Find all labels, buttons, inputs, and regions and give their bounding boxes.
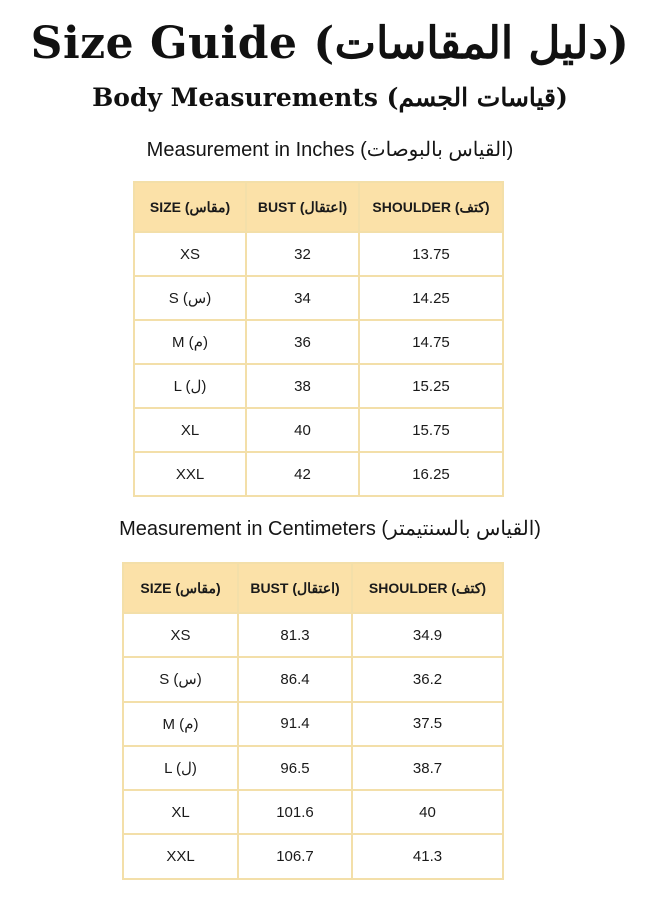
table-row xyxy=(134,364,503,408)
bust-cell: 40 xyxy=(246,408,359,452)
size-cell: XL xyxy=(134,408,246,452)
centimeters-size-table xyxy=(122,562,504,880)
table-header-row xyxy=(123,563,503,613)
size-cell: XXL xyxy=(123,834,238,878)
shoulder-cell: 16.25 xyxy=(359,452,503,496)
table-row xyxy=(134,320,503,364)
bust-cell: 86.4 xyxy=(238,657,352,701)
size-cell: S (س) xyxy=(123,657,238,701)
shoulder-cell: 37.5 xyxy=(352,702,503,746)
table-row xyxy=(134,276,503,320)
shoulder-cell: 13.75 xyxy=(359,232,503,276)
table-row xyxy=(123,657,503,701)
table-row xyxy=(123,702,503,746)
page-subtitle: Body Measurements (قياسات الجسم) xyxy=(92,83,568,112)
table-row xyxy=(123,834,503,878)
bust-cell: 81.3 xyxy=(238,613,352,657)
size-cell: XS xyxy=(123,613,238,657)
size-cell: M (م) xyxy=(134,320,246,364)
size-cell: L (ل) xyxy=(134,364,246,408)
shoulder-cell: 34.9 xyxy=(352,613,503,657)
size-cell: XS xyxy=(134,232,246,276)
bust-cell: 42 xyxy=(246,452,359,496)
table-row xyxy=(134,408,503,452)
shoulder-cell: 38.7 xyxy=(352,746,503,790)
shoulder-column-header: SHOULDER (كتف) xyxy=(359,182,503,232)
bust-column-header: BUST (اعتقال) xyxy=(246,182,359,232)
size-column-header: SIZE (مقاس) xyxy=(134,182,246,232)
bust-cell: 101.6 xyxy=(238,790,352,834)
table-row xyxy=(123,790,503,834)
size-column-header: SIZE (مقاس) xyxy=(123,563,238,613)
shoulder-cell: 14.75 xyxy=(359,320,503,364)
inches-size-table xyxy=(133,181,504,497)
table-row xyxy=(123,613,503,657)
bust-cell: 36 xyxy=(246,320,359,364)
table-header-row xyxy=(134,182,503,232)
table-row xyxy=(134,452,503,496)
shoulder-cell: 40 xyxy=(352,790,503,834)
bust-cell: 106.7 xyxy=(238,834,352,878)
size-cell: XL xyxy=(123,790,238,834)
shoulder-cell: 36.2 xyxy=(352,657,503,701)
size-cell: XXL xyxy=(134,452,246,496)
bust-cell: 38 xyxy=(246,364,359,408)
size-cell: S (س) xyxy=(134,276,246,320)
bust-column-header: BUST (اعتقال) xyxy=(238,563,352,613)
page-title: Size Guide (دليل المقاسات) xyxy=(30,18,630,69)
shoulder-cell: 41.3 xyxy=(352,834,503,878)
table-row xyxy=(134,232,503,276)
shoulder-column-header: SHOULDER (كتف) xyxy=(352,563,503,613)
bust-cell: 91.4 xyxy=(238,702,352,746)
size-cell: M (م) xyxy=(123,702,238,746)
bust-cell: 32 xyxy=(246,232,359,276)
inches-section-title: Measurement in Inches (القياس بالبوصات) xyxy=(146,139,514,161)
bust-cell: 96.5 xyxy=(238,746,352,790)
table-row xyxy=(123,746,503,790)
centimeters-section-title: Measurement in Centimeters (القياس بالسنتيمتر) xyxy=(119,518,541,540)
bust-cell: 34 xyxy=(246,276,359,320)
size-cell: L (ل) xyxy=(123,746,238,790)
shoulder-cell: 15.25 xyxy=(359,364,503,408)
shoulder-cell: 15.75 xyxy=(359,408,503,452)
shoulder-cell: 14.25 xyxy=(359,276,503,320)
